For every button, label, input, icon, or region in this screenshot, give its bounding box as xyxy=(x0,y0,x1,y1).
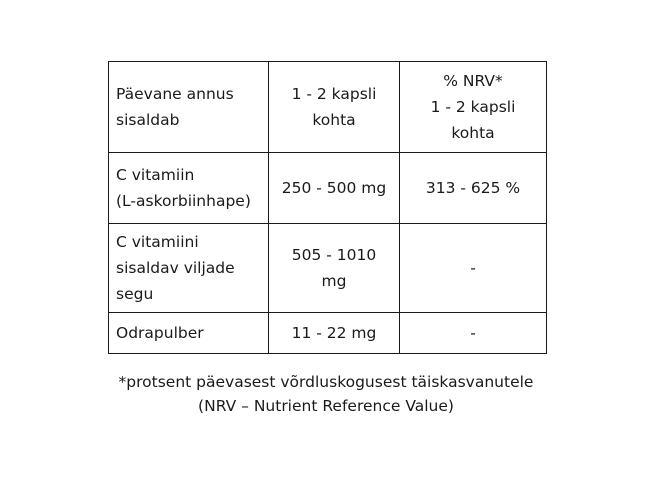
cell-text-line: sisaldav viljade xyxy=(116,259,235,277)
header-text-line: kohta xyxy=(312,111,356,129)
footnote xyxy=(0,370,652,418)
cell-text-line: 11 - 22 mg xyxy=(291,324,377,342)
ingredient-name-cell xyxy=(109,313,269,354)
cell-text-line: 505 - 1010 xyxy=(291,246,377,264)
table-row xyxy=(109,153,547,224)
cell-text-line: (L-askorbiinhape) xyxy=(116,192,251,210)
amount-cell xyxy=(269,224,400,313)
header-cell-nrv xyxy=(400,62,547,153)
header-text-line: 1 - 2 kapsli xyxy=(430,98,516,116)
header-text-line: % NRV* xyxy=(443,72,503,90)
cell-text-line: mg xyxy=(321,272,347,290)
header-text-line: kohta xyxy=(451,124,495,142)
ingredient-name-cell xyxy=(109,153,269,224)
header-text-line: Päevane annus xyxy=(116,85,234,103)
nrv-cell xyxy=(400,313,547,354)
cell-text-line: 250 - 500 mg xyxy=(281,179,387,197)
nrv-cell xyxy=(400,153,547,224)
table-row xyxy=(109,313,547,354)
header-cell-per-capsule xyxy=(269,62,400,153)
cell-text-line: - xyxy=(470,259,476,277)
cell-text-line: C vitamiin xyxy=(116,166,195,184)
cell-text-line: Odrapulber xyxy=(116,324,204,342)
table-row xyxy=(109,224,547,313)
cell-text-line: C vitamiini xyxy=(116,233,199,251)
cell-text-line: 313 - 625 % xyxy=(425,179,521,197)
nutrition-table xyxy=(108,61,547,354)
amount-cell xyxy=(269,313,400,354)
table-header-row xyxy=(109,62,547,153)
nrv-cell xyxy=(400,224,547,313)
amount-cell xyxy=(269,153,400,224)
nutrition-table-container xyxy=(108,61,547,354)
cell-text-line: - xyxy=(470,324,476,342)
footnote-line: *protsent päevasest võrdluskogusest täiskasvanutele xyxy=(118,373,534,391)
header-text-line: sisaldab xyxy=(116,111,180,129)
header-cell-daily-dose xyxy=(109,62,269,153)
footnote-line: (NRV – Nutrient Reference Value) xyxy=(198,397,454,415)
header-text-line: 1 - 2 kapsli xyxy=(291,85,377,103)
cell-text-line: segu xyxy=(116,285,154,303)
ingredient-name-cell xyxy=(109,224,269,313)
